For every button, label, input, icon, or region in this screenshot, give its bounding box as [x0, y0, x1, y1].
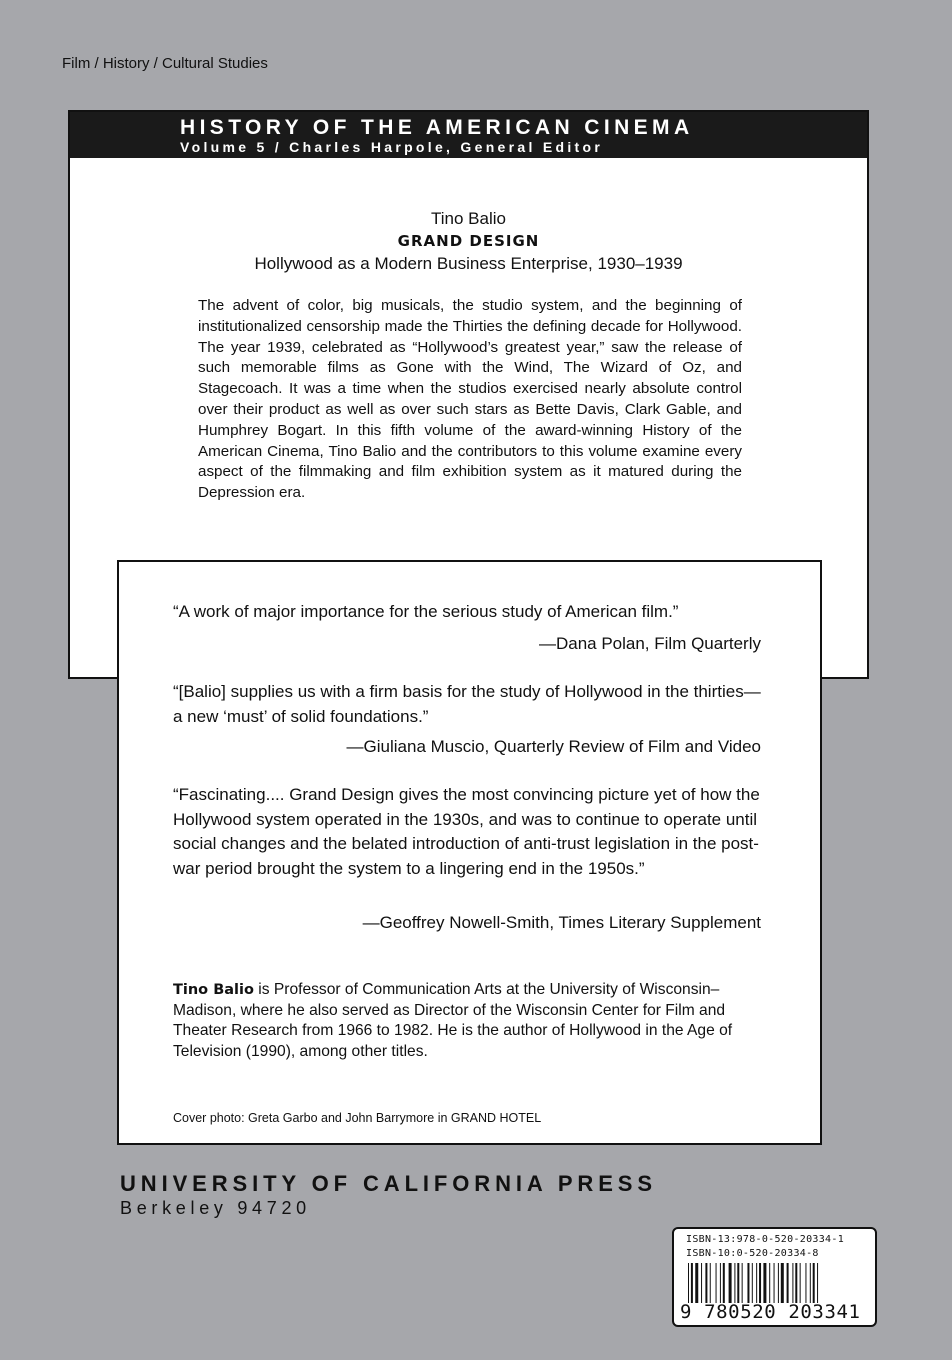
review-attribution: —Geoffrey Nowell-Smith, Times Literary Supplement: [362, 913, 761, 932]
book-description: The advent of color, big musicals, the studio system, and the beginning of institutionalized censorship made the Thirties the defining decade for Hollywood. The year 1939, celebrated as “Hollywood’s greatest year,” saw the release of such memorable films as Gone with the Wind, The Wizard of Oz, and Stagecoach. It was a time when the studios exercised nearly absolute control over their product as well as over such stars as Bette Davis, Clark Gable, and Humphrey Bogart. In this fifth volume of the award-winning History of the American Cinema, Tino Balio and the contributors to this volume examine every aspect of the filmmaking and film exhibition system as it matured during the Depression era.: [198, 297, 742, 502]
review-quote: “A work of major importance for the serious study of American film.”: [173, 602, 679, 621]
publisher-name: UNIVERSITY OF CALIFORNIA PRESS: [120, 1171, 657, 1196]
isbn-13: ISBN-13:978-0-520-20334-1: [686, 1234, 845, 1245]
author-bio: [173, 980, 765, 1062]
barcode-bars: [688, 1263, 864, 1305]
publisher-city: Berkeley 94720: [120, 1198, 311, 1218]
cover-photo-credit: Cover photo: Greta Garbo and John Barrymore in GRAND HOTEL: [173, 1111, 542, 1125]
book-title: GRAND DESIGN: [397, 232, 540, 250]
isbn-barcode: [672, 1227, 877, 1327]
book-header: [70, 208, 867, 276]
isbn-10: ISBN-10:0-520-20334-8: [686, 1248, 819, 1259]
book-subtitle: Hollywood as a Modern Business Enterprise, 1930–1939: [254, 254, 683, 273]
review-attribution: —Dana Polan, Film Quarterly: [538, 634, 761, 653]
bio-author-name: Tino Balio: [173, 982, 254, 998]
review-quote: “Fascinating.... Grand Design gives the most convincing picture yet of how the Hollywood system operated in the 1930s, and was to continue to operate until social changes and the belated introduction of anti-trust legislation in the post-war period brought the system to a lingering end in the 1950s.”: [173, 785, 760, 878]
series-subtitle: Volume 5 / Charles Harpole, General Editor: [180, 139, 604, 155]
author-name: Tino Balio: [431, 209, 506, 228]
review-quote: “[Balio] supplies us with a firm basis for the study of Hollywood in the thirties—a new ‘must’ of solid foundations.”: [173, 682, 761, 726]
bio-text: is Professor of Communication Arts at the University of Wisconsin–Madison, where he also served as Director of the Wisconsin Center for Film and Theater Research from 1966 to 1982. He is the author of Hollywood in the Age of Television (1990), among other titles.: [173, 981, 733, 1060]
review-attribution: —Giuliana Muscio, Quarterly Review of Film and Video: [346, 737, 761, 756]
category-label: Film / History / Cultural Studies: [62, 55, 268, 72]
series-title: HISTORY OF THE AMERICAN CINEMA: [180, 116, 694, 139]
barcode-digits: 9 780520 203341: [680, 1301, 861, 1323]
series-banner: [70, 112, 867, 158]
reviews-panel: [117, 560, 822, 1145]
